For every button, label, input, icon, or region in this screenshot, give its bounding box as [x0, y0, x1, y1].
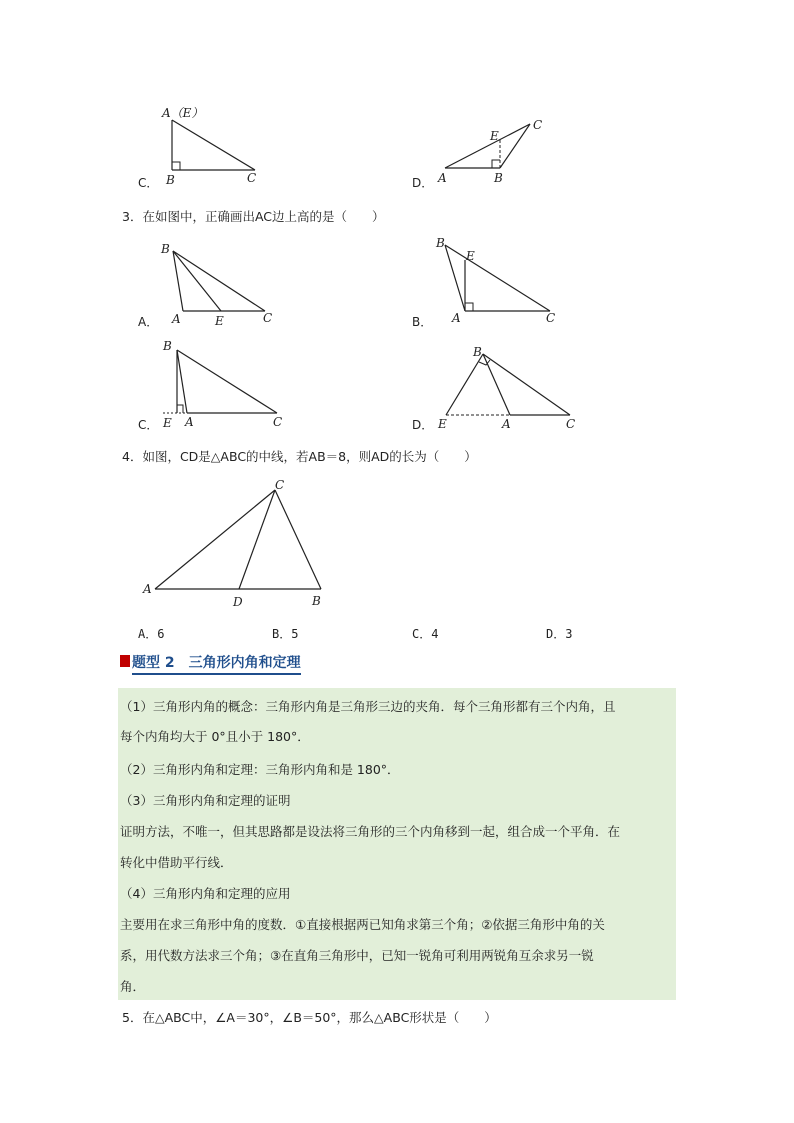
point-a-label: A — [143, 582, 152, 596]
point-a-label: A — [452, 311, 461, 325]
q3-figure-d — [430, 340, 580, 432]
knowledge-line-10: 角． — [120, 979, 146, 994]
q3-option-c-label: C． — [138, 418, 159, 432]
q3-figure-a — [155, 238, 285, 330]
point-e-label: E — [490, 129, 499, 143]
q4-answer-c[interactable]: C．4 — [412, 627, 439, 641]
knowledge-line-2: 每个内角均大于 0°且小于 180°． — [120, 729, 310, 744]
point-b-label: B — [163, 339, 172, 353]
section-marker — [120, 655, 130, 667]
point-a-e-label: A（E） — [162, 106, 204, 120]
point-a-label: A — [438, 171, 447, 185]
q3-option-d-label: D． — [412, 418, 434, 432]
point-c-label: C — [273, 415, 283, 429]
point-b-label: B — [166, 173, 175, 187]
question-4-text: 4．如图，CD是△ABC的中线，若AB＝8，则AD的长为（ ） — [122, 449, 477, 464]
knowledge-line-1: （1）三角形内角的概念：三角形内角是三角形三边的夹角．每个三角形都有三个内角，且 — [120, 699, 616, 714]
point-e-label: E — [438, 417, 447, 431]
q3-option-b-label: B． — [412, 315, 433, 329]
question-5-text: 5．在△ABC中，∠A＝30°，∠B＝50°，那么△ABC形状是（ ） — [122, 1010, 497, 1025]
point-c-label: C — [533, 118, 543, 132]
point-e-label: E — [163, 416, 172, 430]
q4-triangle-figure — [135, 472, 335, 614]
point-c-label: C — [566, 417, 576, 431]
point-a-label: A — [172, 312, 181, 326]
figure-c-right-triangle — [155, 100, 270, 190]
point-b-label: B — [436, 236, 445, 250]
knowledge-line-8: 主要用在求三角形中角的度数．①直接根据两已知角求第三个角；②依据三角形中角的关 — [120, 917, 605, 932]
knowledge-line-9: 系，用代数方法求三个角；③在直角三角形中，已知一锐角可利用两锐角互余求另一锐 — [120, 948, 594, 963]
point-d-label: D — [233, 595, 243, 609]
q4-answer-a[interactable]: A．6 — [138, 627, 165, 641]
point-c-label: C — [546, 311, 556, 325]
q4-answer-b[interactable]: B．5 — [272, 627, 299, 641]
q3-figure-b — [430, 232, 565, 330]
point-e-label: E — [215, 314, 224, 328]
point-a-label: A — [185, 415, 194, 429]
q3-option-a-label: A． — [138, 315, 159, 329]
point-e-label: E — [466, 249, 475, 263]
option-d-label: D． — [412, 176, 434, 190]
knowledge-line-4: （3）三角形内角和定理的证明 — [120, 793, 291, 808]
figure-d-obtuse-triangle — [430, 112, 555, 190]
point-c-label: C — [247, 171, 257, 185]
point-b-label: B — [473, 345, 482, 359]
q3-figure-c — [155, 334, 290, 432]
point-c-label: C — [275, 478, 285, 492]
point-b-label: B — [161, 242, 170, 256]
knowledge-line-6: 转化中借助平行线． — [120, 855, 233, 870]
q4-answer-d[interactable]: D．3 — [546, 627, 573, 641]
point-b-label: B — [494, 171, 503, 185]
point-a-label: A — [502, 417, 511, 431]
section-title: 题型 2 三角形内角和定理 — [132, 652, 301, 675]
knowledge-line-5: 证明方法，不唯一，但其思路都是设法将三角形的三个内角移到一起，组合成一个平角．在 — [120, 824, 621, 839]
point-b-label: B — [312, 594, 321, 608]
option-c-label: C． — [138, 176, 159, 190]
point-c-label: C — [263, 311, 273, 325]
question-3-text: 3．在如图中，正确画出AC边上高的是（ ） — [122, 209, 385, 224]
knowledge-line-7: （4）三角形内角和定理的应用 — [120, 886, 291, 901]
knowledge-line-3: （2）三角形内角和定理：三角形内角和是 180°． — [120, 762, 400, 777]
